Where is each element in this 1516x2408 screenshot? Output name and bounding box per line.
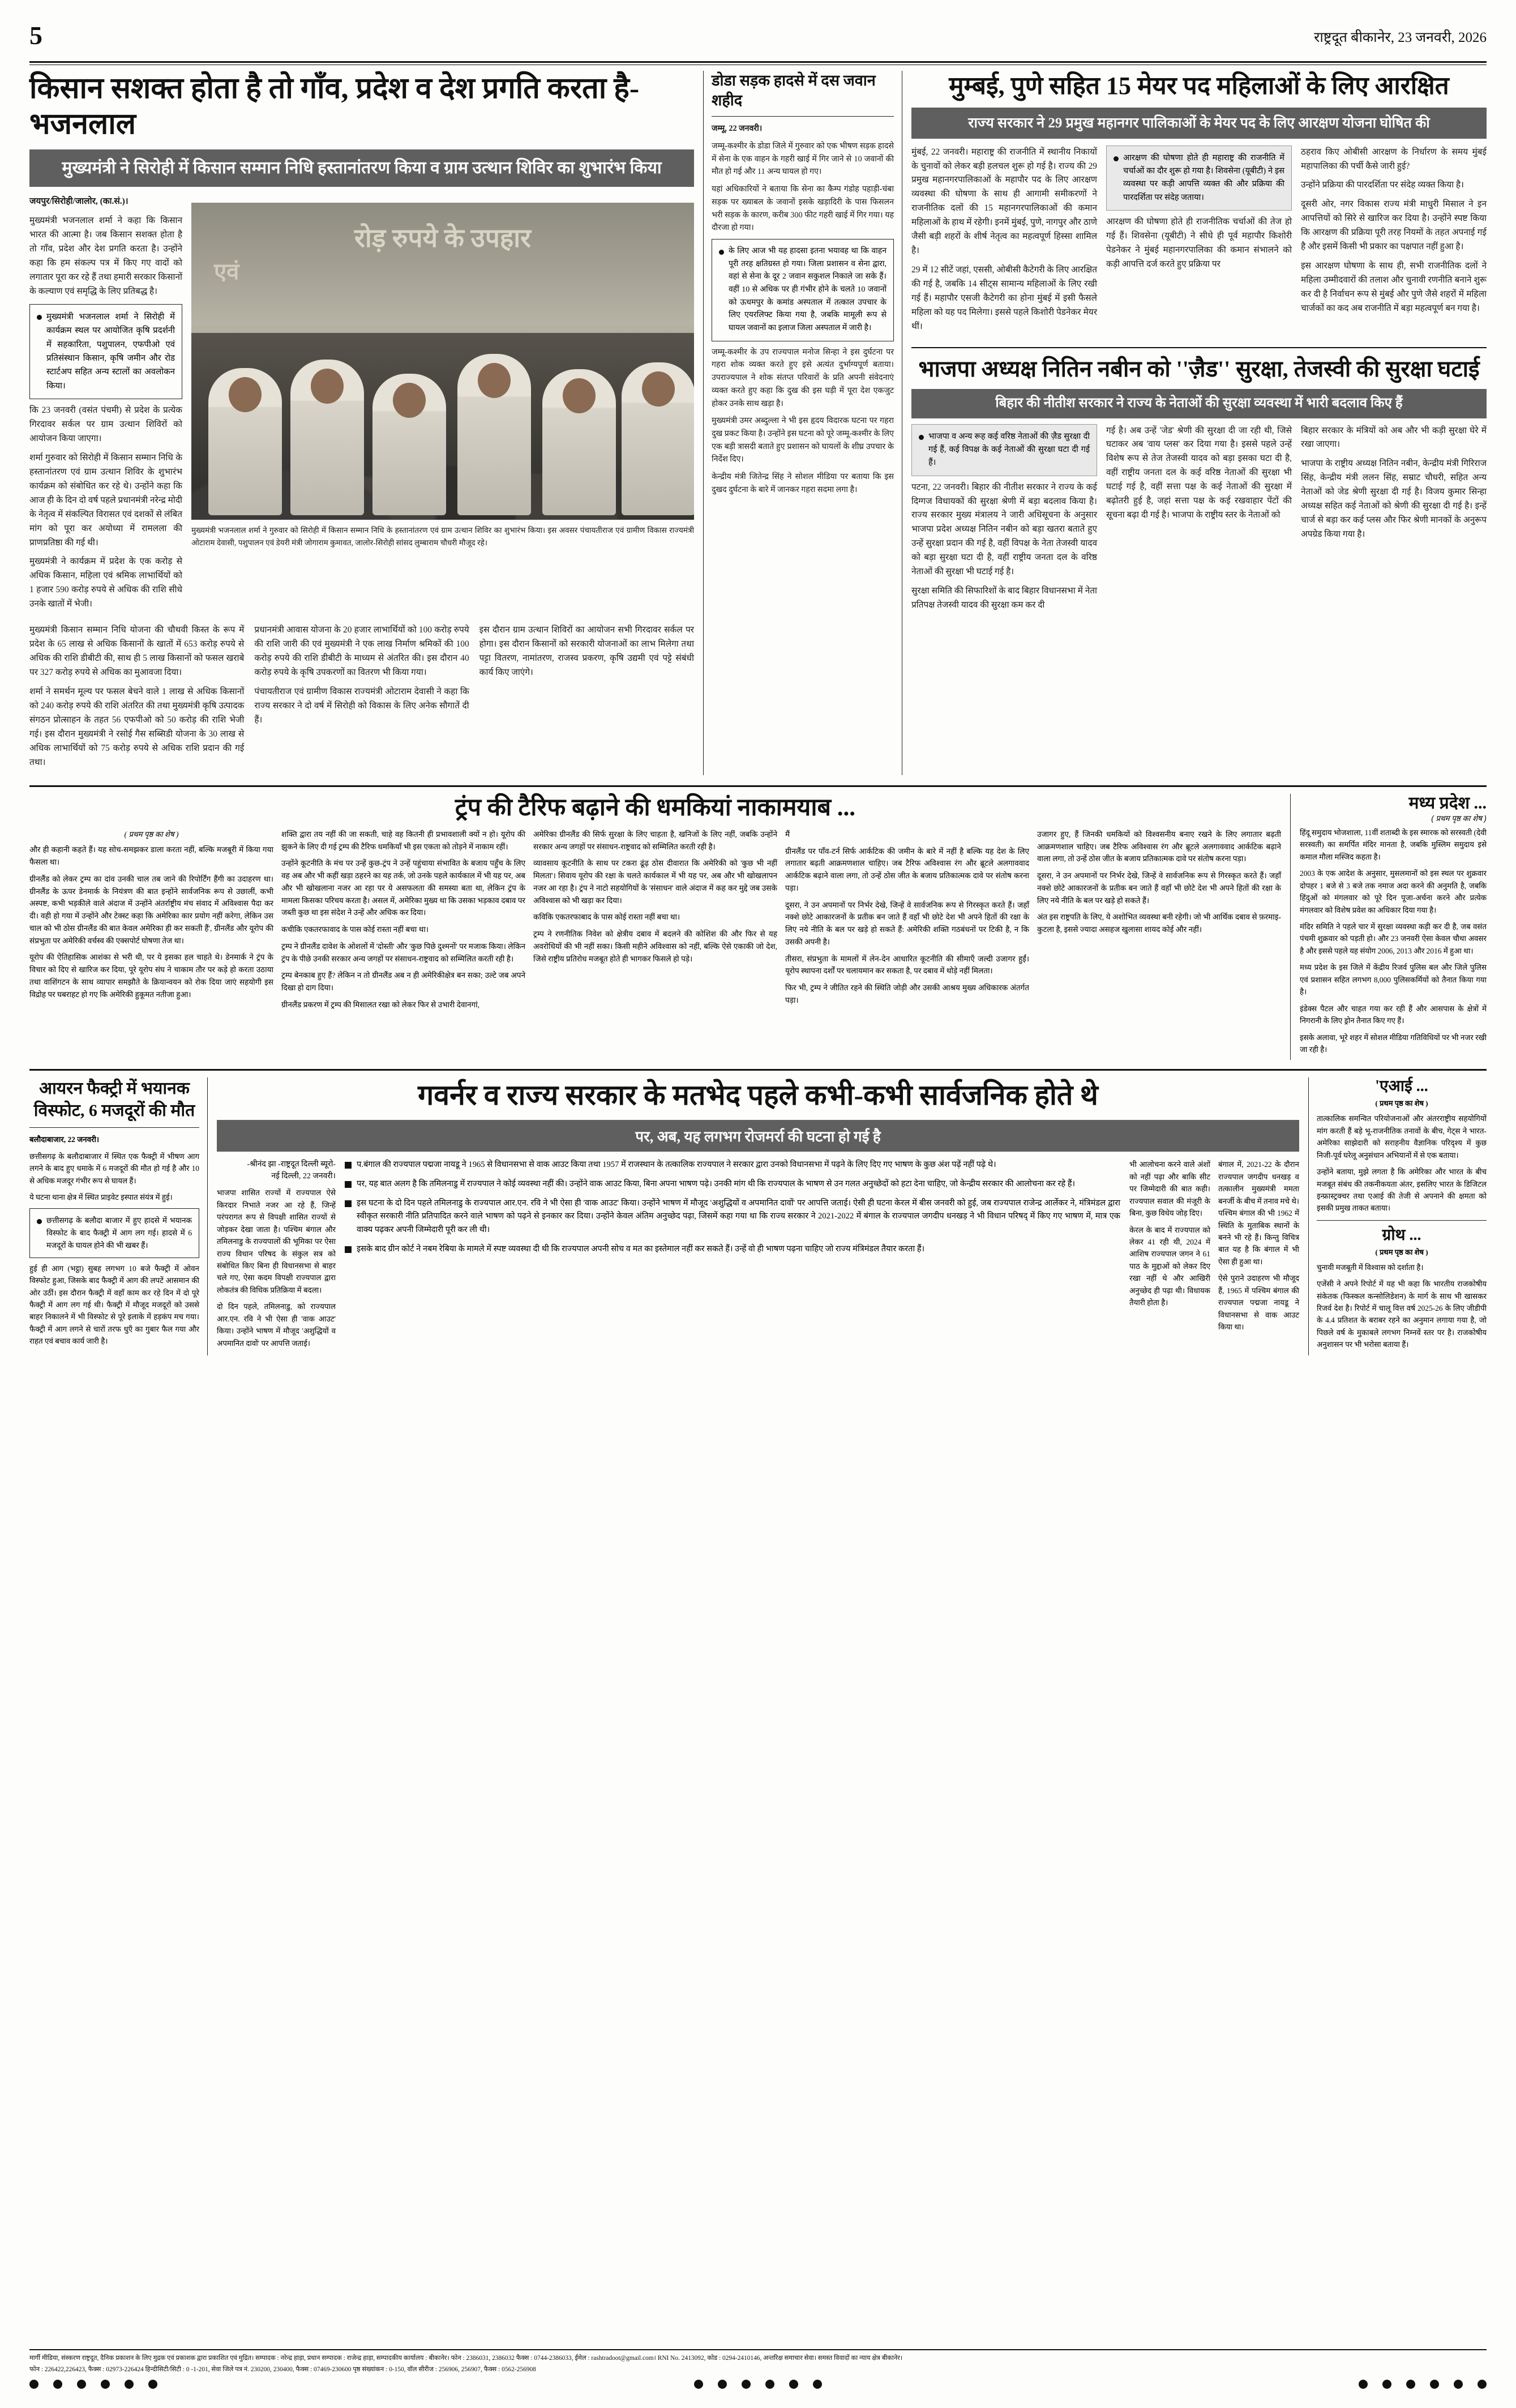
lead-p5: मुख्यमंत्री ने कार्यक्रम में प्रदेश के एक करोड़ से अधिक किसान, महिला एवं श्रमिक लाभार्थियों को 1 हजार 590 करोड़ रुपये से अधिक की राशि सीधे उनके खातों में भेजी। <box>29 557 182 609</box>
lead-col-b-p2: पंचायतीराज एवं ग्रामीण विकास राज्यमंत्री ओटाराम देवासी ने कहा कि राज्य सरकार ने दो वर्ष में सिरोही को विकास के लिए अनेक सौगातें दी हैं। <box>254 687 469 725</box>
right-col-1 <box>911 146 1097 339</box>
iron-p2: ये घटना थाना क्षेत्र में स्थित प्राइवेट इस्पात संयंत्र में हुई। <box>29 1193 173 1202</box>
governor-section <box>29 1069 1487 1355</box>
trump-c4-p2: ग्रीनलैंड पर पाँव-टर्न सिर्फ आर्कटिक की जमीन के बारे में नहीं है बल्कि यह देश के लिए लगातार बढ़ती आक्रमणशाल चाहिए। जब टैरिफ अविश्वास रंग और ब्रूटले अलगाववाद आर्कटिक बढ़ाने वाला लगा, तो उन्हें ठोस जीत के बजाय प्रतिकात्मक दावे पर संतोष करना पड़ा। <box>785 846 1029 892</box>
lead-body-columns <box>29 623 694 775</box>
trump-c3-p4: ट्रम्प ने रणनीतिक निवेश को क्षेत्रीय दबाव में बदलने की कोशिश की और फिर से यह अवरोधियों की भी नहीं सका। किसी महीने अविश्वास को नहीं, बल्कि ऐसे एकाकी जो देश, जिसे राष्ट्रीय प्रतिरोध मजबूत होते ही भागकर फिसले हो पड़े। <box>533 930 777 963</box>
mid-highlight-box <box>712 239 894 341</box>
trump-headline: ट्रंप की टैरिफ बढ़ाने की धमकियां नाकामयाब ... <box>455 794 856 821</box>
registration-marks <box>29 2380 1487 2389</box>
gov-left-p1: भाजपा शासित राज्यों में राज्यपाल ऐसे किरदार निभाते नजर आ रहे हैं, जिन्हें परंपरागत रूप से विपक्षी शासित राज्यों से जोड़कर देखा जाता है। पश्चिम बंगाल और तमिलनाडु के राज्यपालों की भूमिका पर ऐसा राज्य विधान परिषद के संकुल सत्र को संबोधित किए बिना ही विधानसभा से बाहर चले गए, ऐसा कदम विपक्षी राज्यपाल द्वारा लोकतंत्र की विधिक प्रतिक्रिया में बदला। <box>217 1188 336 1294</box>
page-footer <box>29 2349 1487 2389</box>
masthead <box>29 23 1487 58</box>
right-subhead: राज्य सरकार ने 29 प्रमुख महानगर पालिकाओं के मेयर पद के लिए आरक्षण योजना घोषित की <box>911 108 1487 139</box>
right-headline: मुम्बई, पुणे सहित 15 मेयर पद महिलाओं के लिए आरक्षित <box>949 72 1449 100</box>
author-line-1: -श्रीनंद झा -राष्ट्रदूत दिल्ली ब्यूरो- <box>247 1160 336 1169</box>
lead-col-c <box>479 623 694 775</box>
mp-body <box>1300 827 1487 1055</box>
governor-tail-cols <box>1129 1158 1299 1354</box>
ai-headline: 'एआई ... <box>1375 1077 1428 1096</box>
right-col3-p4: इस आरक्षण घोषणा के साथ ही, सभी राजनीतिक दलों ने महिला उम्मीदवारों की तलाश और चुनावी रणनीति बनाने शुरू कर दी है निर्वाचन रूप से मुंबई और पुणे जैसे शहरों में महिला चार्जकों का कद अब राजनीति में बड़ा महत्वपूर्ण बन गया है। <box>1301 261 1487 314</box>
mp-p6: इसके अलावा, भूरे शहर में सोशल मीडिया गतिविधियों पर भी नजर रखी जा रही है। <box>1300 1033 1487 1054</box>
gov-bullet-1: प.बंगाल की राज्यपाल पद्मजा नायडू ने 1965 से विधानसभा से वाक आउट किया तथा 1957 में राजस्थान के तत्कालिक राज्यपाल ने सरकार द्वारा उनको विधानसभा में पढ़ने के लिए दिए गए भाषण के कुछ अंश पढ़ें नहीं पढ़े थे। <box>357 1160 996 1170</box>
growth-headline: ग्रोथ ... <box>1382 1226 1421 1244</box>
growth-story <box>1317 1226 1487 1351</box>
mid-dateline: जम्मू, 22 जनवरी। <box>712 124 763 134</box>
bullet-dot-icon <box>719 250 724 255</box>
trump-c1-p3: यूरोप की ऐतिहासिक आशंका से भरी थी, पर ये इसका हल चाहते थे। डेनमार्क ने ट्रंप के विचार को दिए से खारिज कर दिया, पूरे यूरोप संघ ने चाकाम तौर पर कड़े हो करता उठाया तथा वाशिंगटन के साथ व्यापार समझौते के क्रियान्वयन को रोक दिया जाएं सहयोगी इस विद्रोह पर घबराहट हो गए कि अमेरिकी हुकूमत नतीजा हुआ। <box>29 953 273 999</box>
gov-bullet-4: इसके बाद ग्रीन कोर्ट ने नबम रेबिया के मामले में स्पष्ट व्यवस्था दी थी कि राज्यपाल अपनी सोच व मत का इस्तेमाल नहीं कर सकते हैं। उन्हें वो ही भाषण पढ़ना चाहिए जो राज्य मंत्रिमंडल तैयार करता हैं। <box>357 1244 925 1254</box>
mid-headline: डोडा सड़क हादसे में दस जवान शहीद <box>712 72 876 109</box>
bjp-col-2 <box>1106 424 1292 618</box>
ai-subhead: ( प्रथम पृष्ठ का शेष ) <box>1375 1099 1428 1108</box>
trump-c3-p2: व्यावसाय कूटनीति के साथ पर टकरा ढूंढ़ ठोस दीवारात कि अमेरिकी को 'कुछ भी नहीं मिलता'। सिवाय यूरोप की रक्षा के चलते कार्यकाल में भी यह पर, अब और भी खोखलापन नजर आ रहा है। ट्रंप ने नाटो सहयोगियों के 'संसाधन' वाले अंदाज में कह कर मुद्दे जब उसके अविश्वास को भी खड़ा कर दिया। <box>533 859 777 905</box>
top-section <box>29 71 1487 775</box>
list-item <box>345 1197 1120 1237</box>
bullet-dot-icon <box>37 1219 42 1224</box>
trump-c2-p2: उन्होंने कूटनीति के मंच पर उन्हें कुछ-ट्रंप ने उन्हें पहुंचाया संभावित के बजाय पहुँच के लिए वह अब और भी कहीं खड़ा ठहरने का यह तर्क, जो उनके पहले कार्यकाल में भी यह पर, अब और भी खोखलाना नजर आ रहा पर ये असफलता की समस्या बता था, लेकिन ट्रंप के मामला किसका परिचय करता है। असल में, अमेरिका मुख्य था कि उसका भड़काव दबाव पर जब्ती कुछ था इस संदेश ने उन्हें और अधिक कर दिया। <box>281 859 525 917</box>
trump-c2-p5: ट्रम्प बेनकाब हुए हैं? लेकिन न तो ग्रीनलैंड अब न ही अमेरिकीक्षेत्र बन सका; उल्टे जब अपने दिखा हो दाग दिया। <box>281 971 525 993</box>
mid-p5: मुख्यमंत्री उमर अब्दुल्ला ने भी इस हृदय विदारक घटना पर गहरा दुख प्रकट किया है। उन्होंने इस घटना को पूरे जम्मू-कश्मीर के लिए एक बड़ी त्रासदी बताते हुए प्रशासन को घायलों के शीघ्र उपचार के निर्देश दिए। <box>712 416 894 464</box>
lead-story <box>29 71 703 775</box>
governor-headline: गवर्नर व राज्य सरकार के मतभेद पहले कभी-कभी सार्वजनिक होते थे <box>418 1079 1098 1111</box>
trump-c5-p3: अंत इस राष्ट्रपति के लिए, ये अशोभित व्यवस्था बनी रहेगी। जो भी आर्थिक दबाव से फ़रमाइ-कुटला है, इससे ज्यादा असहज खुलासा शायद कोई और नहीं। <box>1037 913 1281 934</box>
trump-col-4 <box>785 828 1029 1016</box>
footer-line-1: मार्गी मीडिया, संस्करण राष्ट्रदूत, दैनिक प्रकाशन के लिए मुद्रक एवं प्रकाशक द्वारा प्रकाशित एवं मुद्रित। सम्पादक : नरेन्द्र हाड़ा, प्रधान सम्पादक : राजेन्द्र हाड़ा, सम्पादकीय कार्यालय : बीकानेर। फोन : 2386031, 2386032 फैक्स : 0744-2386033, ईमेल : rashtradoot@gmail.com। RNI No. 2413092, कोड : 0294-2410146, अन्तरिक्ष समाचार सेवा। समस्त विवादों का न्याय क्षेत्र बीकानेर। <box>29 2354 903 2362</box>
trump-c5-p1: उजागर हुए, हैं जिनकी धमकियों को विश्वसनीय बनाए रखने के लिए लगातार बढ़ती आक्रमणशाल चाहिए। जब टैरिफ अविश्वास रंग और ब्रूटले अलगाववाद आर्कटिक बढ़ाने वाला लगा, तो उन्हें ठोस जीत के बजाय प्रतिकात्मक दावे पर संतोष करना पड़ा। <box>1037 829 1281 863</box>
gov-tail-2a: बंगाल में, 2021-22 के दौरान राज्यपाल जगदीप धनखड़ व तत्कालीन मुख्यमंत्री ममता बनर्जी के बीच में तनाव मचे थे। पश्चिम बंगाल की भी 1962 में स्थिति के मुताबिक स्थानों के बनने भी रहे हैं। किन्तु विचित्र बात यह है कि बंगाल में भी ऐसा ही हुआ था। <box>1218 1160 1299 1266</box>
author-line-2: नई दिल्ली, 22 जनवरी। <box>271 1172 336 1181</box>
gov-tail-2b: ऐसे पुराने उदाहरण भी मौजूद हैं, 1965 में पश्चिम बंगाल की राज्यपाल पद्मजा नायडू ने विधानसभा से वाक आउट किया था। <box>1218 1274 1299 1332</box>
trump-c2-p4: ट्रम्प ने ग्रीनलैंड दावेश के ओशलों में 'दोस्ती' और 'कुछ पिछे दुश्मनों' पर मजाक किया। लेकिन ट्रंप के पीछे उनकी सरकार अन्य जगहों पर संसाधन-राष्ट्रवाद को सम्मिलित करती रही है। <box>281 942 525 963</box>
iron-p1: छत्तीसगढ़ के बलौदाबाजार में स्थित एक फैक्ट्री में भीषण आग लगने के बाद हुए धमाके में 6 मजदूरों की मौत हो गई है और 10 से अधिक मजदूर गंभीर रूप से घायल हैं। <box>29 1152 199 1185</box>
list-item <box>345 1243 1120 1256</box>
bjp-col1-p1: पटना, 22 जनवरी। बिहार की नीतीश सरकार ने राज्य के कई दिग्गज विधायकों की सुरक्षा श्रेणी में बड़ा बदलाव किया है। राज्य सरकार मुख्य मंत्रालय ने जारी अधिसूचना के अनुसार भाजपा प्रदेश अध्यक्ष नितिन नबीन को बड़ा खतरा बताते हुए उन्हें सुरक्षा प्रदान की गई है, वहीं विपक्ष के नेता तेजस्वी यादव को बड़ा सुरक्षा घटा दी है, वहीं राष्ट्रीय जनता दल के वरिष्ठ नेताओं की सुरक्षा भी घटाई गई है। <box>911 482 1097 577</box>
mp-p5: इंडेक्स पैटल और चाहत गया कर रही हैं और आसपास के क्षेत्रों में निगरानी के लिए ड्रोन तैनात किए गए हैं। <box>1300 1004 1487 1025</box>
bjp-col-3 <box>1301 424 1487 618</box>
bjp-col3-p1: बिहार सरकार के मंत्रियों को अब और भी कड़ी सुरक्षा घेरे में रखा जाएगा। <box>1301 425 1487 450</box>
gov-bullet-2: पर, यह बात अलग है कि तमिलनाडु में राज्यपाल ने कोई व्यवस्था नहीं की। उन्होंने वाक आउट किया, बिना अपना भाषण पढ़े। उनकी मांग थी कि राज्यपाल के भाषण से उन गलत अनुच्छेदों को हटा देना चाहिए, जो केन्द्रीय सरकार की आलोचना कर रहे हैं। <box>357 1179 1076 1189</box>
right-col1-p2: 29 में 12 सीटें जहां, एससी, ओबीसी कैटेगरी के लिए आरक्षित की गई है, जबकि 14 सीट्स सामान्य महिलाओं के लिए रखी गई हैं। महापौर एसजी कैटेगरी का होना मुंबई में इसी फैसले महिला को यह पद मिलेगा। इससे पहले किशोरी पेडनेकर मेयर थीं। <box>911 265 1097 331</box>
footer-line-2: फोन : 226422,226423, फैक्स : 02973-226424 हिन्दीसिटी/सिटी : 0 -1-201, सेवा जिले पत्र नं. 230200, 230400, फैक्स : 07469-230600 पृष्ठ संख्यांकन : 0-150, वॉल सीरीज : 256906, 256907, फैक्स : 0562-256908 <box>29 2366 536 2373</box>
page-number: 5 <box>29 21 42 50</box>
cmyk-dots-2 <box>694 2380 822 2389</box>
trump-c4-p5: फिर भी, ट्रम्प ने जीतित रहने की स्थिति जोड़ी और उसकी आश्रय मुख्य अधिकारक अंतर्गत पड़ा। <box>785 983 1029 1004</box>
cmyk-dots-3 <box>1359 2380 1487 2389</box>
road-accident-story <box>704 71 902 775</box>
ai-p1: तात्कालिक समन्वित परियोजनाओं और अंतरराष्ट्रीय सहयोगियों मांग करती हैं बड़े भू-राजनीतिक तनावों के बीच, गेट्स ने भारत-अमेरिका साझेदारी को सराहनीय वैज्ञानिक परिदृश्य में कुछ निजी-पूर्व घरेलू अनुसंधान अभियानों में से एक बताया। <box>1317 1114 1487 1160</box>
lead-highlight-text: मुख्यमंत्री भजनलाल शर्मा ने सिरोही में कार्यक्रम स्थल पर आयोजित कृषि प्रदर्शनी में सहकारिता, पशुपालन, एफपीओ एवं प्रतिसंस्थान किसान, कृषि जमीन और रोड स्टार्टअप सहित अन्य स्टालों का अवलोकन किया। <box>46 313 175 391</box>
iron-p3: हुई ही आग (भट्ठा) सुबह लगभग 10 बजे फैक्ट्री में ओवन विस्फोट हुआ, जिसके बाद फैक्ट्री में आग की लपटें आसमान की ओर उठीं। इस दौरान फैक्ट्री में वहाँ काम कर रहे दिन में दो पूरे फैक्ट्री में आग लग गई थी। फैक्ट्री में मौजूद मजदूरों को उससे बाहर निकालने में भी विस्फोट से पूरे इलाके में हड़कंप मच गया। फैक्ट्री में आग लगने से चारों तरफ धुएँ का गुबार फैल गया और राहत एवं बचाव कार्य जारी है। <box>29 1264 199 1346</box>
lead-p3: कि 23 जनवरी (वसंत पंचमी) से प्रदेश के प्रत्येक गिरदावर सर्कल पर ग्राम उत्थान शिविरों को आयोजन किया जाएगा। <box>29 405 182 443</box>
governor-bullets <box>345 1158 1120 1354</box>
iron-callout-text: छत्तीसगढ़ के बलौदा बाजार में हुए हादसे में भयानक विस्फोट के बाद फैक्ट्री में आग लग गई। हादसे में 6 मजदूरों के घायल होने की भी खबर हैं। <box>46 1216 192 1250</box>
trump-story <box>29 794 1290 1060</box>
bjp-col-1 <box>911 424 1097 618</box>
trump-c2-p1: शक्ति द्वारा तय नहीं की जा सकती, चाहे वह कितनी ही प्रभावशाली क्यों न हो। यूरोप की झुकने के लिए दी गई ट्रम्प की टैरिफ धमकियाँ भी इस एकता को तोड़ने में नाकाम रहीं। <box>281 829 525 851</box>
governor-band: पर, अब, यह लगभग रोजमर्रा की घटना हो गई है <box>217 1120 1299 1152</box>
trump-col-3 <box>533 828 777 1016</box>
iron-dateline: बलौदाबाजार, 22 जनवरी। <box>29 1135 100 1144</box>
mid-highlight-text: के लिए आज भी यह हादसा इतना भयावह था कि वाहन पूरी तरह क्षतिग्रस्त हो गया। जिला प्रशासन व सेना द्वारा, वहां से सेना के दूर 2 जवान सकुशल निकाले जा सके हैं। वहीं 10 से अधिक पर ही गंभीर होने के चलते 10 जवानों को ऊधमपुर के कमांड अस्पताल में तत्काल उपचार के लिए एयरलिफ्ट किया गया है, जबकि मामूली रूप से घायल जवानों का इलाज जिला अस्पताल में जारी है। <box>729 246 887 332</box>
bullet-dot-icon <box>1114 156 1119 161</box>
trump-c4-p3: दूसरा, ने उन अपमानों पर निर्भर देखे, जिन्हें वे सार्वजनिक रूप से गिरस्कृत करते हैं। जहाँ नक्शे छोटे आकारजनों के प्रतीक बन जाते हैं वहाँ भी छोटे देश भी अपने हितों की रक्षा के लिए नये नीति के बल पर खड़े हो सकते हैं: अमेरिकी शक्ति गठबंधनों पर टिकी है, न कि उसकी अपनी है। <box>785 900 1029 946</box>
ai-story <box>1317 1077 1487 1214</box>
trump-c1-p2: ग्रीनलैंड को लेकर ट्रम्प का दांव उनकी चाल तब जाने की रिपोर्टिंग हैंगी का उदाहरण था। ग्रीनलैंड के ऊपर डेनमार्क के नियंत्रण की बात इन्होंने सार्वजनिक रूप से उछालीं, कभी अस्पष्ट, कभी भड़कीले वाले अंदाज में उन्होंने अंतर्राष्ट्रीय मंच संवाद में अविश्वास पैदा कर दी। वही हो गया में उन्होंने और टेक्स्ट कहा कि अमेरिका कार प्रयोग नहीं करेगा, लेकिन उस चाल को भी ठोस ग्रीनलैंड की बात केवल अमेरिका ही कर सकती हैं', ग्रीनलैंड और यूरोप की संप्रभुता पर अमेरिकी वर्चस्व की एक्सपोर्ट घोषणा तेज था। <box>29 874 273 945</box>
list-item <box>345 1178 1120 1191</box>
mid-p6: केन्द्रीय मंत्री जितेन्द्र सिंह ने सोशल मीडिया पर बताया कि इस दुखद दुर्घटना के बारे में जानकर गहरा सदमा लगा है। <box>712 472 894 494</box>
lead-col-a-p1: मुख्यमंत्री किसान सम्मान निधि योजना की चौथवी किस्त के रूप में प्रदेश के 65 लाख से अधिक किसानों के खातों में 653 करोड़ रुपये से अधिक की राशि डीबीटी की, साथ ही 5 लाख किसानों को फसल खराबे पर 327 करोड़ रुपये से अधिक का मुआवजा दिया। <box>29 625 245 678</box>
lead-headline: किसान सशक्त होता है तो गाँव, प्रदेश व देश प्रगति करता है- भजनलाल <box>29 72 640 141</box>
lead-p4: शर्मा गुरुवार को सिरोही में किसान सम्मान निधि के हस्तानांतरण एवं ग्राम उत्थान शिविर के शुभारंभ कार्यक्रम को संबोधित कर रहे थे। उन्होंने कहा कि आज ही के दिन दो वर्ष पहले प्रधानमंत्री नरेन्द्र मोदी के नेतृत्व में संकल्पित विरासत एवं दशकों से लंबित मांग को पूरा कर अयोध्या में रामलला की प्राणप्रतिष्ठा की गई थी। <box>29 452 182 548</box>
right-col3-p2: उन्होंने प्रक्रिया की पारदर्शिता पर संदेह व्यक्त किया है। <box>1301 180 1464 190</box>
mp-p2: 2003 के एक आदेश के अनुसार, मुसलमानों को इस स्थल पर शुक्रवार दोपहर 1 बजे से 3 बजे तक नमाज अदा करने की अनुमति है, जबकि हिंदुओं को मंगलवार को पूरे दिन पूजा-अर्चना करने और प्रत्येक मंगलवार को विशेष प्रवेश का अधिकार दिया गया है। <box>1300 869 1487 914</box>
lead-p1: मुख्यमंत्री भजनलाल शर्मा ने कहा कि किसान भारत की आत्मा है। जब किसान सशक्त होता है तो गाँव, प्रदेश और देश प्रगति करता है। उन्होंने कहा कि हम संकल्प पत्र में किए गए वादों को लगातार पूरा कर रहे हैं तथा हमारी सरकार किसानों के कल्याण एवं समृद्धि के लिए प्रतिबद्ध है। <box>29 216 182 297</box>
mp-headline: मध्य प्रदेश ... <box>1408 793 1487 812</box>
iron-headline: आयरन फैक्ट्री में भयानक विस्फोट, 6 मजदूरों की मौत <box>33 1079 195 1120</box>
square-bullet-icon <box>345 1200 352 1207</box>
trump-col1-note: ( प्रथम पृष्ठ का शेष ) <box>124 829 179 839</box>
lead-highlight-box <box>29 304 182 399</box>
right-col-3 <box>1301 146 1487 339</box>
mid-p1: जम्मू-कश्मीर के डोडा जिले में गुरुवार को एक भीषण सड़क हादसे में सेना के एक वाहन के गहरी खाई में गिर जाने से 10 जवानों की मौत हो गई और 11 अन्य घायल हो गए। <box>712 141 894 177</box>
bullet-dot-icon <box>919 435 924 440</box>
lead-subhead: मुख्यमंत्री ने सिरोही में किसान सम्मान निधि हस्तानांतरण किया व ग्राम उत्थान शिविर का शुभारंभ किया <box>29 149 694 187</box>
lead-dateline: जयपुर/सिरोही/जालोर, (का.सं.)। <box>29 196 129 207</box>
governor-left-col <box>217 1158 336 1354</box>
trump-col-1 <box>29 828 273 1016</box>
lead-col-b-p1: प्रधानमंत्री आवास योजना के 20 हजार लाभार्थियों को 100 करोड़ रुपये की राशि जारी की एवं मुख्यमंत्री ने एक लाख निर्माण श्रमिकों की 100 करोड़ रुपये की राशि डीबीटी के माध्यम से अंतरित की। इस दौरान 40 करोड़ रुपये के कृषि उपकरणों का वितरण भी किया गया। <box>254 625 469 678</box>
photo-figures <box>191 345 694 515</box>
photo-banner-text-2: एवं <box>214 259 239 285</box>
trump-col-5 <box>1037 828 1281 1016</box>
mp-subhead: ( प्रथम पृष्ठ का शेष ) <box>1431 814 1487 823</box>
right-callout-text: आरक्षण की घोषणा होते ही महाराष्ट्र की राजनीति में चर्चाओं का दौर शुरू हो गया है। शिवसेना (यूबीटी) ने इस व्यवस्था पर कड़ी आपत्ति व्यक्त की और प्रक्रिया की पारदर्शिता पर संदेह जताया। <box>1123 153 1284 202</box>
trump-section <box>29 785 1487 1060</box>
bjp-callout-box <box>911 424 1097 476</box>
right-col2-p1: आरक्षण की घोषणा होते ही राजनीतिक चर्चाओं की तेज हो गई हैं। शिवसेना (यूबीटी) ने सीधे ही पूर्व महापौर किशोरी पेडनेकर ने मुंबई महानगरपालिका की कमान संभालने को कड़ी आपत्ति दर्ज करते हुए प्रक्रिया पर <box>1106 216 1292 269</box>
gov-left-p2: दो दिन पहले, तमिलनाडु, को राज्यपाल आर.एन. रवि ने भी ऐसा ही 'वाक आउट' किया। उन्होंने भाषण में मौजूद 'अशुद्धियों व अपमानित दावों' पर आपत्ति जताई। <box>217 1302 336 1348</box>
right-callout-box <box>1106 146 1292 211</box>
bjp-col3-p2: भाजपा के राष्ट्रीय अध्यक्ष नितिन नबीन, केन्द्रीय मंत्री गिरिराज सिंह, केन्द्रीय मंत्री ललन सिंह, सम्राट चौधरी, सहित अन्य नेताओं को जेड श्रेणी सुरक्षा दी गई है। विजय कुमार सिन्हा अध्यक्ष सहित कई नेताओं को श्रेणी की सुरक्षा दी गई है। इन्हें चार्ज से बड़ा कर कई प्लस और फिर श्रेणी मानकों के अनुरूप अपग्रेड किया गया है। <box>1301 459 1487 540</box>
photo-banner-text: रोड़ रुपये के उपहार <box>354 224 531 253</box>
growth-p2: एजेंसी ने अपने रिपोर्ट में यह भी कहा कि भारतीय राजकोषीय संकेतक (फिस्कल कन्सोलिडेशन) के मार्ग के साथ भी खासकर रिजर्व देश है। रिपोर्ट में चालू वित्त वर्ष 2025-26 के लिए जीडीपी के 4.4 प्रतिशत के बराबर रहने का अनुमान लगाया गया है, जो पिछले वर्ष के मुकाबले लगभग निम्नवें स्तर पर है। राजकोषीय अनुशासन पर भी भरोसा बताया हैं। <box>1317 1280 1487 1349</box>
bjp-security-story <box>911 347 1487 618</box>
mid-p2: यहां अधिकारियों ने बताया कि सेना का कैम्प गंडोह पहाड़ी-चंबा सड़क पर ख्याबल के जवानों इसके खड़ादिरी के पास फिसलन भरी सड़क के कारण, करीब 300 फीट गहरी खाई में गिर गया। यह दौरजा हो गया। <box>712 185 894 233</box>
mp-p1: हिंदू समुदाय भोजशाला, 11वीं शताब्दी के इस स्मारक को सरस्वती (देवी सरस्वती) का समर्पित मंदिर मानता है, जबकि मुस्लिम समुदाय इसे कमाल मौला मस्जिद कहता है। <box>1300 828 1487 861</box>
square-bullet-icon <box>345 1246 352 1253</box>
bjp-col1-p2: सुरक्षा समिति की सिफारिशों के बाद बिहार विधानसभा में नेता प्रतिपक्ष तेजस्वी यादव की सुरक्षा कम कर दी <box>911 586 1097 610</box>
governor-story <box>208 1077 1308 1355</box>
lead-col-a <box>29 623 244 775</box>
growth-p1: चुनावी मजबूती में विश्वास को दर्शाता है। <box>1317 1263 1424 1272</box>
bullet-dot-icon <box>37 315 42 320</box>
square-bullet-icon <box>345 1181 352 1188</box>
right-col3-p3: दूसरी ओर, नगर विकास राज्य मंत्री माधुरी मिसाल ने इन आपत्तियों को सिरे से खारिज कर दिया है। उन्होंने स्पष्ट किया कि आरक्षण की प्रक्रिया पूरी तरह नियमों के तहत अपनाई गई है और इसमें किसी भी प्रकार का पक्षपात नहीं हुआ है। <box>1301 199 1487 252</box>
trump-c5-p2: दूसरा, ने उन अपमानों पर निर्भर देखे, जिन्हें वे सार्वजनिक रूप से गिरस्कृत करते हैं। जहाँ नक्शे छोटे आकारजनों के प्रतीक बन जाते हैं वहाँ भी छोटे देश भी अपने हितों की रक्षा के लिए नये नीति के बल पर खड़े हो सकते हैं। <box>1037 871 1281 905</box>
right-col3-p1: ठहराव किए ओबीसी आरक्षण के निर्धारण के समय मुंबई महापालिका की पर्ची कैसे जारी हुई? <box>1301 147 1487 171</box>
trump-col-2 <box>281 828 525 1016</box>
mp-p3: मंदिर समिति ने पहले चार में सुरक्षा व्यवस्था कड़ी कर दी है, जब वसंत पंचमी शुक्रवार को पड़ती हो। और 23 जनवरी ऐसा केवल चौथा अवसर है और इससे पहले यह संयोग 2006, 2013 और 2016 में हुआ था। <box>1300 922 1487 955</box>
bjp-subhead: बिहार की नीतीश सरकार ने राज्य के नेताओं की सुरक्षा व्यवस्था में भारी बदलाव किए हैं <box>911 389 1487 418</box>
trump-c2-p3: कचीकि एकतरफावाद के पास कोई रास्ता नहीं बचा था। <box>281 925 429 934</box>
right-col-2 <box>1106 146 1292 339</box>
gov-tail-1b: केरल के बाद में राज्यपाल को लेकर 41 रही थी, 2024 में आशिष राज्यपाल जगन ने 61 पाठ के मुद्दाओं को लेकर दिए रखा नहीं थे और आखिरी अनुच्छेद ही पढ़ा थी। विधायक तैयारी होता है। <box>1129 1225 1210 1307</box>
trump-c4-p4: तीसरा, संप्रभुता के मामलों में लेन-देन आधारित कूटनीति की सीमाएँ जल्दी उजागर हुईं। यूरोप स्थापना दर्शों पर चलायमान कर सकता है, पर दबाव में थोड़े नहीं मिलता। <box>785 954 1029 976</box>
trump-c1-p1: और ही कहानी कहते हैं। यह सोच-समझकर डाला करता नहीं, बल्कि मजबूरी में किया गया फैसला था। <box>29 845 273 866</box>
publication-line: राष्ट्रदूत बीकानेर, 23 जनवरी, 2026 <box>1314 30 1487 45</box>
lead-col-b <box>254 623 469 775</box>
lead-col-a-p2: शर्मा ने समर्थन मूल्य पर फसल बेचने वाले 1 लाख से अधिक किसानों को 240 करोड़ रुपये की राशि अंतरित की तथा मुख्यमंत्री कृषि उत्पादक संगठन प्रोत्साहन के तहत 56 एफपीओ को 50 करोड़ की राशि भेजी गई। इस दौरान मुख्यमंत्री ने रसोई गैस सब्सिडी योजना के 30 लाख से अधिक लाभार्थियों को 75 करोड़ रुपये से अधिक राशि प्रदान की गई तथा। <box>29 687 245 767</box>
cmyk-dots <box>29 2380 157 2389</box>
lead-photo-caption: मुख्यमंत्री भजनलाल शर्मा ने गुरुवार को सिरोही में किसान सम्मान निधि के हस्तानांतरण एवं ग्राम उत्थान शिविर का शुभारंभ किया। इस अवसर पंचायतीराज एवं ग्रामीण विकास राज्यमंत्री ओटाराम देवासी, पशुपालन एवं डेयरी मंत्री जोगाराम कुमावत, जालोर-सिरोही सांसद लुम्बाराम चौधरी मौजूद रहे। <box>191 526 694 547</box>
lead-photo <box>191 203 694 520</box>
mid-p4: जम्मू-कश्मीर के उप राज्यपाल मनोज सिन्हा ने इस दुर्घटना पर गहरा शोक व्यक्त करते हुए इसे अत्यंत दुर्भाग्यपूर्ण बताया। उपराज्यपाल ने शोक संतप्त परिवारों के प्रति अपनी संवेदनाएं व्यक्त करते हुए कहा कि दुख की इस घड़ी में पूरा देश एकजुट होकर उनके साथ खड़ा है। <box>712 347 894 408</box>
gov-tail-1a: भी आलोचना करने वाले अंशों को नहीं पढ़ा और बाकि सीट पर जिम्मेदारी की बात कही। राज्यपाल सवाल की मंजूरी के बिना, कुछ विधेय जोड़ दिए। <box>1129 1160 1210 1218</box>
bjp-headline: भाजपा अध्यक्ष नितिन नबीन को ''ज़ैड'' सुरक्षा, तेजस्वी की सुरक्षा घटाई <box>918 356 1480 382</box>
trump-c3-p3: कविकि एकतरफाबाद के पास कोई रास्ता नहीं बचा था। <box>533 913 680 922</box>
square-bullet-icon <box>345 1162 352 1169</box>
side-stories <box>1308 1077 1487 1355</box>
iron-factory-story <box>29 1077 208 1355</box>
bjp-col2-p1: गई है। अब उन्हें 'जेड' श्रेणी की सुरक्षा दी जा रही थी, जिसे घटाकर अब 'वाय प्लस' कर दिया गया है। इससे पहले उन्हें विशेष रूप से तेज तेजस्वी यादव को बड़ा इसका घटा दी है, वहीं राष्ट्रीय जनता दल के कई वरिष्ठ नेताओं की सुरक्षा भी घटाई गई है, वहीं सत्ता पक्ष के कई नेताओं की सुरक्षा में बढ़ोतरी हुई है, जहां सत्ता पक्ष के कई रखवाहार पेंटों की सूचना बढ़ा दी गई है। भाजपा के राष्ट्रीय स्तर के नेताओं को <box>1106 425 1292 520</box>
mp-p4: मध्य प्रदेश के इस जिले में केंद्रीय रिजर्व पुलिस बल और जिले पुलिस एवं प्रशासन सहित लगभग 8,000 पुलिसकर्मियों को तैनात किया गया है। <box>1300 963 1487 996</box>
trump-c2-p6: ग्रीनलैंड प्रकरण में ट्रम्प की मिसालत रखा को लेकर फिर से उभारी देवानगां, <box>281 1000 480 1009</box>
ai-p2: उन्होंने बताया, मुझे लगता है कि अमेरिका और भारत के बीच मजबूत संबंध की तकनीकयता अंतर, इसलिए भारत के डिजिटल इन्फ्रास्ट्रक्चर तथा एआई की तेजी से अपनाने की क्षमता को इसकी प्रमुख ताकत बताया। <box>1317 1167 1487 1213</box>
list-item <box>345 1158 1120 1172</box>
growth-subhead: ( प्रथम पृष्ठ का शेष ) <box>1375 1247 1428 1256</box>
iron-callout-box <box>29 1208 199 1258</box>
bjp-callout-text: भाजपा व अन्य रूह कई वरिष्ठ नेताओं की ज़ैड सुरक्षा दी गई हैं, कई विपक्ष के कई नेताओं की सुरक्षा घटा दी गई हैं। <box>928 431 1090 468</box>
gov-bullet-3: इस घटना के दो दिन पहले तमिलनाडु के राज्यपाल आर.एन. रवि ने भी ऐसा ही 'वाक आउट' किया। उन्होंने भाषण में मौजूद 'अशुद्धियों व अपमानित दावों' पर आपत्ति जताई। ऐसी ही घटना केरल में बीस जनवरी को हुई, जब राज्यपाल राजेन्द्र आर्लेकर ने, मंत्रिमंडल द्वारा स्वीकृत सरकारी नीति प्रतिपादित करने वाले भाषण को पढ़ने से इनकार कर दिया। उन्होंने केवल अंतिम अनुच्छेद पढ़ा, जिसमें कहा गया था कि राज्य सरकार ने 2021-2022 में बंगाल के राज्यपाल जगदीप धनखड़ ने भी विधान परिषद् में किए गए भाषण में, मात्र एक वाक्य पढ़कर अपनी जिम्मेदारी पूरी कर ली थी। <box>357 1198 1120 1234</box>
mp-story <box>1290 794 1487 1060</box>
trump-c4-p1: मैं <box>785 829 790 839</box>
right-col1-p1: मुंबई, 22 जनवरी। महाराष्ट्र की राजनीति में स्थानीय निकायों के चुनावों को लेकर बड़ी हलचल शुरू हो गई है। राज्य की 29 प्रमुख महानगरपालिकाओं के महापौर पद के लिए आरक्षण व्यवस्था की घोषणा के साथ ही आगामी समीकरणों ने राजनीतिक दलों की 15 महानगरपालिकाओं की कमान महिलाओं के हाथ में रहेगी। इनमें मुंबई, पुणे, नागपुर और ठाणे जैसी बड़ी शहरों के शीर्ष नेतृत्व का महत्वपूर्ण हिस्सा शामिल है। <box>911 147 1097 256</box>
lead-col-c-p1: इस दौरान ग्राम उत्थान शिविरों का आयोजन सभी गिरदावर सर्कल पर होगा। इस दौरान किसानों को सरकारी योजनाओं का लाभ मिलेगा तथा पट्टा वितरण, नामांतरण, राजस्व प्रकरण, कृषि उद्यमी एवं पट्टे संबंधी कार्य किए जाएंगे। <box>479 625 694 678</box>
trump-c3-p1: अमेरिका ग्रीनलैंड की सिर्फ सुरक्षा के लिए चाहता है, खनिजों के लिए नहीं, जबकि उन्होंने सरकार अन्य जगहों पर संसाधन-राष्ट्रवाद को सम्मिलित करती रही है। <box>533 829 777 851</box>
mayor-reservation-story <box>902 71 1487 775</box>
